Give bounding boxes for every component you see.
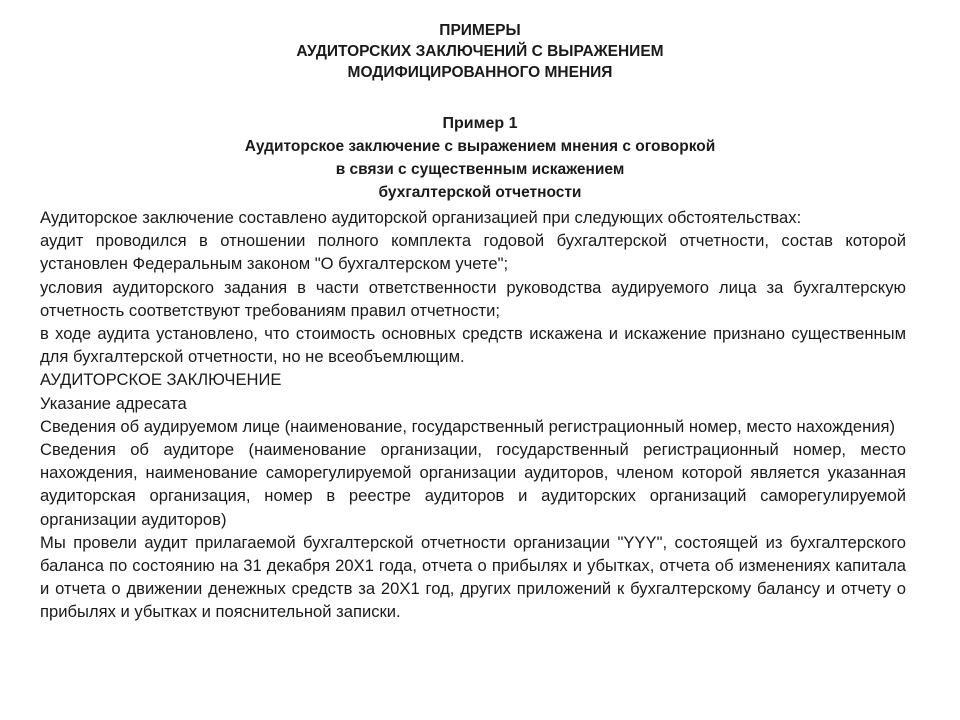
example-number: Пример 1 (442, 115, 518, 132)
example-title-line-1: Аудиторское заключение с выражением мнения с оговоркой (244, 138, 716, 155)
paragraph-audit-statement: Мы провели аудит прилагаемой бухгалтерской отчетности организации "YYY", состоящей из бухгалтерского баланса по состоянию на 31 декабря 20Х1 года, отчета о прибылях и убытках, отчета об изменениях капитала и отчета о движении денежных средств за 20Х1 год, других приложений к бухгалтерскому балансу и отчету о прибылях и убытках и пояснительной записки. (40, 532, 906, 622)
document-body (40, 206, 906, 624)
section-heading-audit-report: АУДИТОРСКОЕ ЗАКЛЮЧЕНИЕ (40, 370, 282, 390)
example-heading (0, 112, 960, 204)
document-header (0, 20, 960, 83)
paragraph-auditor-info: Сведения об аудиторе (наименование организации, государственный регистрационный номер, место нахождения, наименование саморегулируемой организации аудиторов, членом которой является указанная аудиторская организация, номер в реестре аудиторов и аудиторских организаций саморегулируемой организации аудиторов) (40, 440, 906, 529)
header-title-line-1: ПРИМЕРЫ (439, 22, 521, 39)
paragraph-engagement-terms: условия аудиторского задания в части ответственности руководства аудируемого лица за бухгалтерскую отчетность соответствуют требованиям правил отчетности; (40, 277, 906, 320)
paragraph-audit-scope: аудит проводился в отношении полного комплекта годовой бухгалтерской отчетности, состав которой установлен Федеральным законом "О бухгалтерском учете"; (40, 231, 906, 274)
header-title-line-2: АУДИТОРСКИХ ЗАКЛЮЧЕНИЙ С ВЫРАЖЕНИЕМ (296, 43, 664, 60)
paragraph-circumstances: Аудиторское заключение составлено аудиторской организацией при следующих обстоятельствах: (40, 208, 802, 227)
paragraph-addressee: Указание адресата (40, 393, 187, 413)
example-title-line-2: в связи с существенным искажением (335, 161, 625, 178)
paragraph-audited-entity: Сведения об аудируемом лице (наименование, государственный регистрационный номер, место нахождения) (40, 416, 896, 436)
example-title-line-3: бухгалтерской отчетности (378, 184, 582, 201)
paragraph-audit-finding: в ходе аудита установлено, что стоимость основных средств искажена и искажение признано существенным для бухгалтерской отчетности, но не всеобъемлющим. (40, 324, 906, 367)
header-title-line-3: МОДИФИЦИРОВАННОГО МНЕНИЯ (347, 64, 613, 81)
